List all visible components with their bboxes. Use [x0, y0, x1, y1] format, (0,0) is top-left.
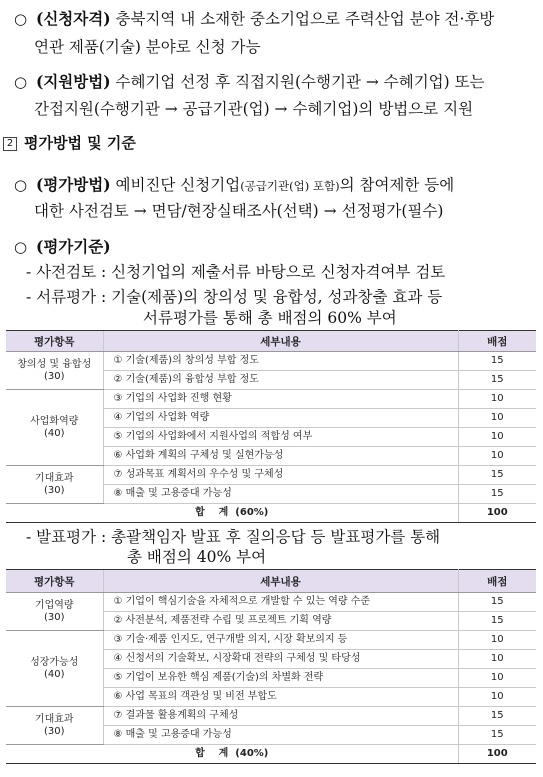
total-row: [6, 745, 536, 764]
support-method-line-1: [36, 72, 485, 92]
score-cell: 10: [458, 409, 536, 428]
score-cell: 10: [458, 688, 536, 707]
detail-cell: ① 기술(제품)의 창의성 부합 정도: [103, 352, 458, 371]
detail-cell: ⑦ 결과물 활용계획의 구체성: [103, 707, 458, 726]
score-cell: 15: [458, 593, 536, 612]
score-cell: 15: [458, 707, 536, 726]
score-cell: 10: [458, 447, 536, 466]
score-cell: 10: [458, 650, 536, 669]
category-cell: [6, 466, 103, 504]
header-category: 평가항목: [6, 570, 103, 593]
detail-cell: ⑤ 기업의 사업화에서 지원사업의 적합성 여부: [103, 428, 458, 447]
table-row: [6, 352, 536, 371]
score-cell: 15: [458, 371, 536, 390]
score-cell: 10: [458, 428, 536, 447]
detail-cell: ① 기업이 핵심기술을 자체적으로 개발할 수 있는 역량 수준: [103, 593, 458, 612]
eval-method-text-b: 의 참여제한 등에: [339, 176, 455, 194]
score-cell: 15: [458, 352, 536, 371]
total-label: 합 계 (60%): [6, 504, 458, 523]
eligibility-line-1: [36, 9, 494, 29]
eligibility-label: (신청자격): [36, 9, 111, 28]
category-name: 성장가능성: [30, 656, 79, 668]
score-cell: 10: [458, 390, 536, 409]
eligibility-line-2: 연관 제품(기술) 분야로 신청 가능: [34, 38, 261, 56]
score-cell: 15: [458, 466, 536, 485]
table-row: [6, 466, 536, 485]
section-title: 평가방법 및 기준: [24, 134, 136, 152]
detail-cell: ⑧ 매출 및 고용증대 가능성: [103, 485, 458, 504]
doc-review-line-2: 서류평가를 통해 총 배점의 60% 부여: [143, 309, 397, 327]
doc-review-line-1: - 서류평가 : 기술(제품)의 창의성 및 융합성, 성과창출 효과 등: [26, 288, 443, 306]
bullet-circle-icon: ○: [14, 238, 28, 256]
category-points: (30): [43, 611, 65, 623]
score-cell: 15: [458, 485, 536, 504]
detail-cell: ② 기술(제품)의 융합성 부합 정도: [103, 371, 458, 390]
score-cell: 10: [458, 669, 536, 688]
support-method-line-2: 간접지원(수행기관 → 공급기관(업) → 수혜기업)의 방법으로 지원: [34, 100, 474, 118]
table-header-row: [6, 331, 536, 352]
table-row: [6, 390, 536, 409]
detail-cell: ② 사전분석, 제품전략 수립 및 프로젝트 기획 역량: [103, 612, 458, 631]
eval-method-text-a: 예비진단 신청기업: [110, 176, 241, 194]
eval-criteria-label: (평가기준): [36, 237, 111, 256]
detail-cell: ③ 기업의 사업화 진행 현황: [103, 390, 458, 409]
total-row: [6, 504, 536, 523]
category-cell: [6, 390, 103, 466]
presentation-evaluation-table: [6, 569, 536, 764]
category-cell: [6, 593, 103, 631]
category-points: (30): [43, 484, 65, 496]
header-score: 배점: [458, 570, 536, 593]
eval-method-label: (평가방법): [36, 175, 111, 194]
category-name: 기대효과: [34, 713, 74, 725]
total-score: 100: [458, 745, 536, 764]
category-name: 기대효과: [34, 472, 74, 484]
detail-cell: ⑧ 매출 및 고용증대 가능성: [103, 726, 458, 745]
category-points: (40): [43, 427, 65, 439]
document-evaluation-table: [6, 330, 536, 523]
category-name: 사업화역량: [30, 415, 79, 427]
eval-method-text-small: (공급기관(업) 포함): [240, 179, 340, 193]
total-score: 100: [458, 504, 536, 523]
score-cell: 15: [458, 726, 536, 745]
support-method-text-1: 수혜기업 선정 후 직접지원(수행기관 → 수혜기업) 또는: [110, 73, 485, 91]
table-row: [6, 707, 536, 726]
detail-cell: ④ 신청서의 기술확보, 시장확대 전략의 구체성 및 타당성: [103, 650, 458, 669]
eligibility-text-1: 충북지역 내 소재한 중소기업으로 주력산업 분야 전·후방: [110, 10, 495, 28]
detail-cell: ④ 기업의 사업화 역량: [103, 409, 458, 428]
detail-cell: ⑦ 성과목표 계획서의 우수성 및 구체성: [103, 466, 458, 485]
detail-cell: ③ 기술·제품 인지도, 연구개발 의지, 시장 확보의지 등: [103, 631, 458, 650]
bullet-circle-icon: ○: [14, 10, 28, 28]
category-cell: [6, 631, 103, 707]
eval-method-line-2: 대한 사전검토 → 면담/현장실태조사(선택) → 선정평가(필수): [34, 202, 444, 220]
table-header-row: [6, 570, 536, 593]
total-label: 합 계 (40%): [6, 745, 458, 764]
category-points: (40): [43, 668, 65, 680]
header-category: 평가항목: [6, 331, 103, 352]
detail-cell: ⑤ 기업이 보유한 핵심 제품(기술)의 차별화 전략: [103, 669, 458, 688]
score-cell: 10: [458, 631, 536, 650]
category-points: (30): [43, 370, 65, 382]
category-cell: [6, 352, 103, 390]
category-cell: [6, 707, 103, 745]
detail-cell: ⑥ 사업화 계획의 구체성 및 실현가능성: [103, 447, 458, 466]
presentation-line-1: - 발표평가 : 총괄책임자 발표 후 질의응답 등 발표평가를 통해: [26, 528, 441, 546]
pre-review-text: - 사전검토 : 신청기업의 제출서류 바탕으로 신청자격여부 검토: [26, 263, 446, 281]
score-cell: 15: [458, 612, 536, 631]
bullet-circle-icon: ○: [14, 176, 28, 194]
bullet-circle-icon: ○: [14, 73, 28, 91]
detail-cell: ⑥ 사업 목표의 객관성 및 비전 부합도: [103, 688, 458, 707]
header-detail: 세부내용: [103, 570, 458, 593]
eval-method-line-1: [36, 175, 454, 196]
table-row: [6, 631, 536, 650]
section-number-box: 2: [3, 137, 17, 151]
presentation-line-2: 총 배점의 40% 부여: [127, 548, 267, 566]
category-name: 창의성 및 융합성: [17, 358, 92, 370]
category-name: 기업역량: [34, 599, 74, 611]
support-method-label: (지원방법): [36, 72, 111, 91]
category-points: (30): [43, 725, 65, 737]
table-row: [6, 593, 536, 612]
header-score: 배점: [458, 331, 536, 352]
header-detail: 세부내용: [103, 331, 458, 352]
